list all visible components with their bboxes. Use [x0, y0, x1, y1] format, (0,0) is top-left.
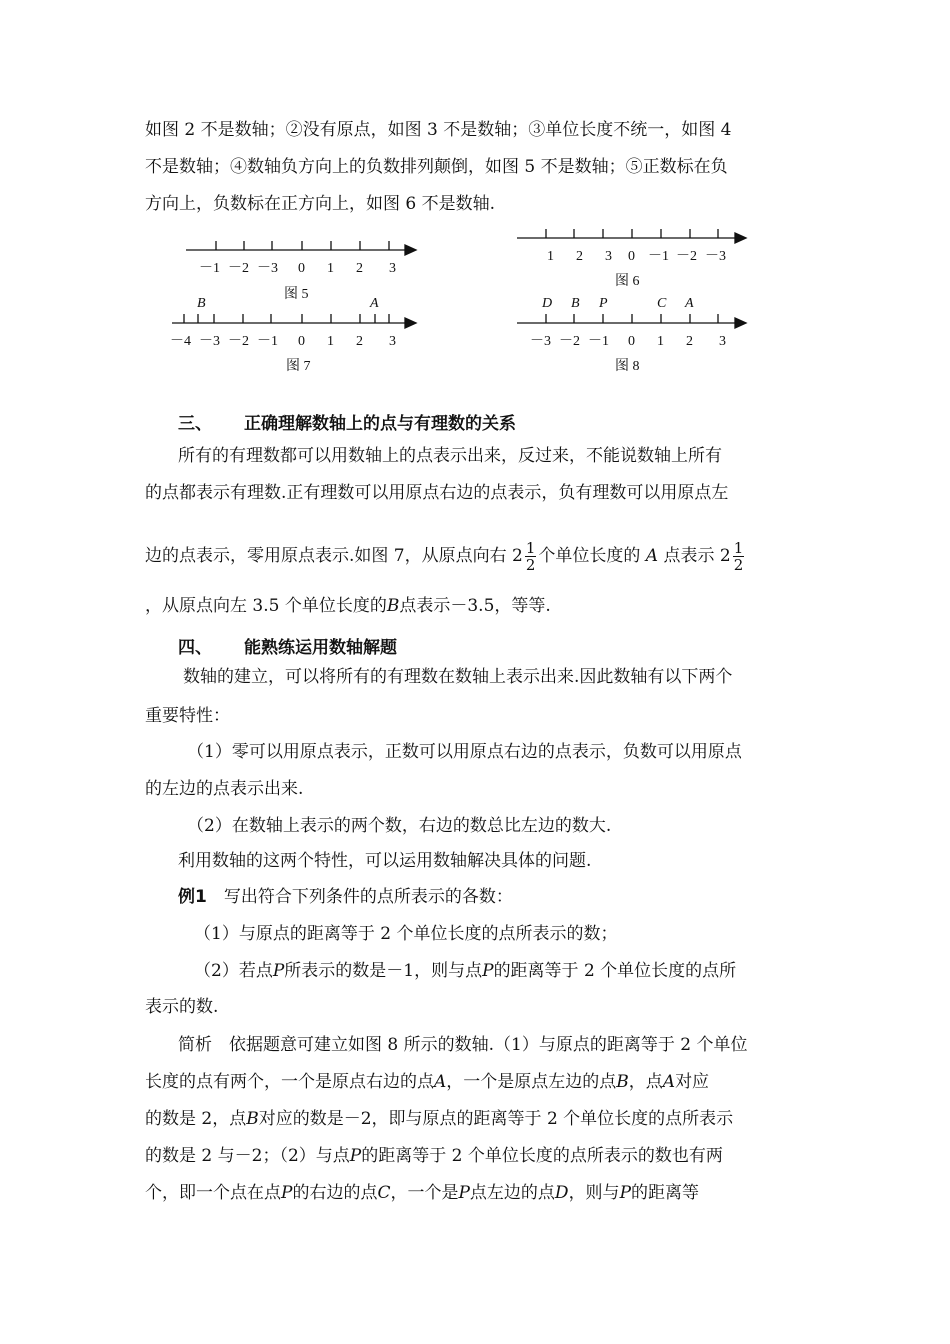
example-q1: （1）与原点的距离等于 2 个单位长度的点所表示的数；: [194, 924, 618, 944]
fig7-tick-label: －4: [170, 334, 191, 349]
analysis-line-3: [145, 1109, 733, 1129]
fig8-point-label: B: [571, 296, 580, 311]
point-label: B: [246, 1109, 259, 1129]
text-span: 的距离等于 2 个单位长度的点所表示的数也有两: [361, 1146, 723, 1166]
point-label: C: [377, 1183, 391, 1203]
fig8-tick-label: 2: [686, 334, 693, 349]
text-span: （2）若点: [194, 961, 273, 981]
point-label: P: [482, 961, 494, 981]
point-label: A: [434, 1072, 447, 1092]
fig5-tick-label: 1: [327, 261, 334, 276]
fig7-axis-arrow: [405, 318, 416, 328]
point-label: D: [554, 1183, 569, 1203]
analysis-line-5: [145, 1183, 699, 1203]
text-span: 的右边的点: [292, 1183, 378, 1203]
fig7-caption: 图 7: [286, 359, 311, 374]
fraction-numerator: 1: [733, 539, 744, 557]
section4-p1-line-1: 数轴的建立，可以将所有的有理数在数轴上表示出来.因此数轴有以下两个: [183, 667, 733, 687]
fig6-axis-arrow: [735, 233, 746, 243]
fig8-point-label: A: [685, 296, 694, 311]
fig5-tick-label: 2: [356, 261, 363, 276]
point-label: P: [619, 1183, 632, 1203]
text-span: 对应: [675, 1072, 710, 1092]
example-q2-line-1: [194, 961, 736, 981]
fig8-axis-arrow: [735, 318, 746, 328]
text-span: 点表示 2: [663, 546, 731, 566]
fig7-tick-label: 2: [356, 334, 363, 349]
fig7-point-label: B: [197, 296, 206, 311]
fraction: [733, 540, 745, 573]
fig5-caption: 图 5: [284, 287, 309, 302]
analysis-line-4: [145, 1146, 723, 1166]
text-span: 所表示的数是－1，则与点: [284, 961, 483, 981]
text-span: ，点: [628, 1072, 663, 1092]
intro-line-3: 方向上，负数标在正方向上，如图 6 不是数轴.: [145, 194, 496, 214]
point-label: A: [645, 546, 659, 566]
fig7-tick-label: 3: [389, 334, 396, 349]
fig7-tick-label: －2: [228, 334, 249, 349]
fig6-tick-label: －3: [705, 249, 726, 264]
example-text: 写出符合下列条件的点所表示的各数：: [223, 887, 513, 907]
text-span: 对应的数是－2，即与原点的距离等于 2 个单位长度的点所表示: [258, 1109, 734, 1129]
fig8-tick-label: 0: [628, 334, 635, 349]
section3-line-4: [145, 596, 551, 616]
number-line-figures: [0, 0, 950, 400]
section4-p3: （2）在数轴上表示的两个数，右边的数总比左边的数大.: [187, 816, 612, 836]
fig5-tick-label: －1: [199, 261, 220, 276]
fig7-tick-label: 1: [327, 334, 334, 349]
point-label: P: [349, 1146, 362, 1166]
fraction: [525, 540, 537, 573]
fig8-point-label: D: [542, 296, 553, 311]
fig8-tick-label: －2: [559, 334, 580, 349]
fig7-tick-label: 0: [298, 334, 305, 349]
fig8-tick-label: 3: [719, 334, 726, 349]
point-label: B: [386, 596, 400, 616]
fig6-tick-label: 2: [576, 249, 583, 264]
fig6-tick-label: －2: [676, 249, 697, 264]
fig5-tick-label: －2: [228, 261, 249, 276]
intro-line-2: 不是数轴；④数轴负方向上的负数排列颠倒，如图 5 不是数轴；⑤正数标在负: [145, 157, 728, 177]
fig7-point-label: A: [370, 296, 379, 311]
text-span: ，一个是原点左边的点: [446, 1072, 617, 1092]
point-label: P: [458, 1183, 470, 1203]
fig5-tick-label: 0: [298, 261, 305, 276]
text-span: 的距离等于 2 个单位长度的点所: [493, 961, 737, 981]
fig8-tick-label: 1: [657, 334, 664, 349]
fig6-tick-label: 1: [547, 249, 554, 264]
text-span: 点表示－3.5，等等.: [399, 596, 551, 616]
text-span: 的数是 2 与－2；（2）与点: [145, 1146, 350, 1166]
fig7-tick-label: －1: [257, 334, 278, 349]
section3-number: 三、: [178, 414, 212, 434]
fig7-tick-label: －3: [199, 334, 220, 349]
example-line: [178, 887, 513, 907]
fig6-tick-label: －1: [648, 249, 669, 264]
text-span: 个单位长度的: [538, 546, 641, 566]
fig5-tick-label: －3: [257, 261, 278, 276]
fig8-tick-label: －3: [530, 334, 551, 349]
text-span: 边的点表示，零用原点表示.如图 7，从原点向右 2: [145, 546, 523, 566]
fig8-caption: 图 8: [615, 359, 640, 374]
analysis-line-2: [145, 1072, 709, 1092]
section3-line-1: 所有的有理数都可以用数轴上的点表示出来，反过来，不能说数轴上所有: [178, 446, 722, 466]
text-span: ，一个是: [390, 1183, 459, 1203]
fig6-tick-label: 3: [605, 249, 612, 264]
section4-p4: 利用数轴的这两个特性，可以运用数轴解决具体的问题.: [178, 851, 592, 871]
point-label: A: [662, 1072, 676, 1092]
example-label: 例1: [178, 887, 207, 907]
point-label: P: [281, 1183, 293, 1203]
section3-line-2: 的点都表示有理数.正有理数可以用原点右边的点表示，负有理数可以用原点左: [145, 483, 729, 503]
fig5-tick-label: 3: [389, 261, 396, 276]
fig8-tick-label: －1: [588, 334, 609, 349]
fig8-point-label: P: [599, 296, 608, 311]
text-span: ，则与: [568, 1183, 620, 1203]
text-span: 的数是 2，点: [145, 1109, 247, 1129]
intro-line-1: 如图 2 不是数轴；②没有原点，如图 3 不是数轴；③单位长度不统一，如图 4: [145, 120, 732, 140]
point-label: P: [272, 961, 285, 981]
fig6-tick-label: 0: [628, 249, 635, 264]
section4-number: 四、: [178, 638, 212, 658]
text-span: 个，即一个点在点: [145, 1183, 281, 1203]
text-span: ，从原点向左 3.5 个单位长度的: [145, 596, 387, 616]
text-span: 长度的点有两个，一个是原点右边的点: [145, 1072, 434, 1092]
section4-title: 能熟练运用数轴解题: [244, 638, 397, 658]
fraction-denominator: 2: [733, 556, 744, 574]
fraction-numerator: 1: [525, 539, 536, 557]
analysis-line-1: 简析 依据题意可建立如图 8 所示的数轴.（1）与原点的距离等于 2 个单位: [178, 1035, 748, 1055]
text-span: 点左边的点: [469, 1183, 555, 1203]
section4-p2-line-1: （1）零可以用原点表示，正数可以用原点右边的点表示，负数可以用原点: [187, 742, 742, 762]
section3-title: 正确理解数轴上的点与有理数的关系: [244, 414, 516, 434]
example-q2-line-2: 表示的数.: [145, 997, 219, 1017]
point-label: B: [616, 1072, 629, 1092]
fig5-axis-arrow: [405, 245, 416, 255]
fig8-point-label: C: [657, 296, 667, 311]
section3-line-3: [145, 540, 746, 573]
section4-p2-line-2: 的左边的点表示出来.: [145, 779, 304, 799]
fraction-denominator: 2: [525, 556, 536, 574]
fig6-caption: 图 6: [615, 274, 640, 289]
section4-p1-line-2: 重要特性：: [145, 706, 230, 726]
text-span: 的距离等: [631, 1183, 700, 1203]
